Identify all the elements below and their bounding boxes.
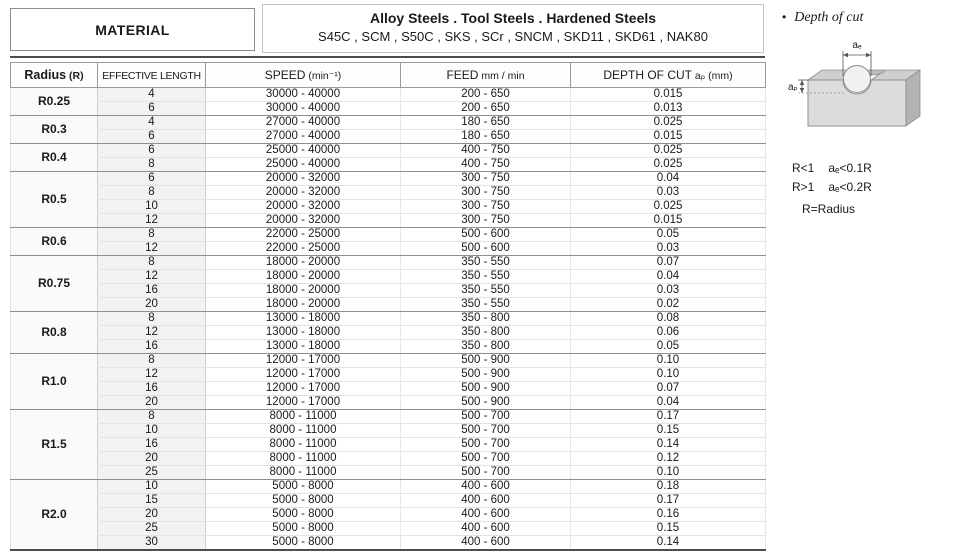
table-row bbox=[11, 508, 766, 522]
length-cell: 16 bbox=[98, 382, 206, 396]
length-cell: 20 bbox=[98, 508, 206, 522]
length-cell: 12 bbox=[98, 368, 206, 382]
depth-cell: 0.025 bbox=[571, 116, 766, 130]
radius-definition-note: R=Radius bbox=[802, 202, 856, 216]
feed-cell: 400 - 600 bbox=[401, 536, 571, 551]
depth-cell: 0.015 bbox=[571, 130, 766, 144]
feed-cell: 500 - 700 bbox=[401, 452, 571, 466]
table-row bbox=[11, 466, 766, 480]
speed-cell: 12000 - 17000 bbox=[206, 368, 401, 382]
depth-cell: 0.03 bbox=[571, 242, 766, 256]
speed-cell: 13000 - 18000 bbox=[206, 340, 401, 354]
table-row bbox=[11, 88, 766, 102]
feed-cell: 500 - 700 bbox=[401, 424, 571, 438]
depth-cell: 0.05 bbox=[571, 340, 766, 354]
ap-arrow-top bbox=[800, 80, 804, 85]
speed-cell: 27000 - 40000 bbox=[206, 130, 401, 144]
feed-cell: 400 - 600 bbox=[401, 522, 571, 536]
feed-cell: 500 - 900 bbox=[401, 354, 571, 368]
length-cell: 20 bbox=[98, 396, 206, 410]
depth-of-cut-panel bbox=[782, 10, 954, 216]
feed-cell: 500 - 600 bbox=[401, 228, 571, 242]
length-cell: 4 bbox=[98, 88, 206, 102]
speed-cell: 20000 - 32000 bbox=[206, 172, 401, 186]
length-cell: 8 bbox=[98, 410, 206, 424]
speed-cell: 5000 - 8000 bbox=[206, 522, 401, 536]
speed-cell: 13000 - 18000 bbox=[206, 312, 401, 326]
note-line-large-radius bbox=[792, 180, 954, 194]
feed-cell: 500 - 900 bbox=[401, 382, 571, 396]
table-row bbox=[11, 256, 766, 270]
column-header: Radius (R) bbox=[11, 63, 98, 88]
feed-cell: 300 - 750 bbox=[401, 186, 571, 200]
radius-group-label: R0.5 bbox=[11, 172, 98, 228]
depth-cell: 0.14 bbox=[571, 536, 766, 551]
length-cell: 16 bbox=[98, 340, 206, 354]
depth-cell: 0.14 bbox=[571, 438, 766, 452]
table-row bbox=[11, 340, 766, 354]
radius-group-label: R0.6 bbox=[11, 228, 98, 256]
speed-cell: 20000 - 32000 bbox=[206, 200, 401, 214]
table-row bbox=[11, 410, 766, 424]
table-row bbox=[11, 242, 766, 256]
depth-cell: 0.015 bbox=[571, 88, 766, 102]
note-expression: aₑ<0.2R bbox=[828, 180, 872, 194]
feed-cell: 500 - 900 bbox=[401, 368, 571, 382]
ae-arrow-right bbox=[866, 53, 871, 57]
length-cell: 8 bbox=[98, 158, 206, 172]
length-cell: 10 bbox=[98, 200, 206, 214]
depth-cell: 0.02 bbox=[571, 298, 766, 312]
depth-cell: 0.03 bbox=[571, 186, 766, 200]
table-row bbox=[11, 186, 766, 200]
feed-cell: 350 - 550 bbox=[401, 256, 571, 270]
feed-cell: 350 - 550 bbox=[401, 270, 571, 284]
ae-label: aₑ bbox=[852, 40, 862, 51]
depth-of-cut-diagram bbox=[788, 38, 954, 151]
feed-cell: 500 - 700 bbox=[401, 438, 571, 452]
depth-cell: 0.03 bbox=[571, 284, 766, 298]
table-row bbox=[11, 452, 766, 466]
table-row bbox=[11, 200, 766, 214]
depth-cell: 0.18 bbox=[571, 480, 766, 494]
table-row bbox=[11, 102, 766, 116]
table-row bbox=[11, 116, 766, 130]
feed-cell: 400 - 750 bbox=[401, 158, 571, 172]
feed-cell: 500 - 700 bbox=[401, 410, 571, 424]
speed-cell: 25000 - 40000 bbox=[206, 158, 401, 172]
depth-cell: 0.04 bbox=[571, 172, 766, 186]
column-header: DEPTH OF CUT aₚ (mm) bbox=[571, 63, 766, 88]
feed-cell: 180 - 650 bbox=[401, 116, 571, 130]
feed-cell: 500 - 600 bbox=[401, 242, 571, 256]
ball-cutter-icon bbox=[844, 66, 871, 93]
table-row bbox=[11, 158, 766, 172]
length-cell: 25 bbox=[98, 522, 206, 536]
speed-cell: 5000 - 8000 bbox=[206, 508, 401, 522]
depth-cell: 0.025 bbox=[571, 144, 766, 158]
workpiece-groove-diagram bbox=[788, 38, 938, 146]
speed-cell: 30000 - 40000 bbox=[206, 102, 401, 116]
table-row bbox=[11, 284, 766, 298]
speed-cell: 8000 - 11000 bbox=[206, 452, 401, 466]
length-cell: 8 bbox=[98, 228, 206, 242]
feed-cell: 350 - 800 bbox=[401, 340, 571, 354]
length-cell: 10 bbox=[98, 424, 206, 438]
table-row bbox=[11, 368, 766, 382]
table-row bbox=[11, 326, 766, 340]
radius-group-label: R0.8 bbox=[11, 312, 98, 354]
note-condition: R>1 bbox=[792, 180, 815, 194]
feed-cell: 400 - 600 bbox=[401, 494, 571, 508]
length-cell: 4 bbox=[98, 116, 206, 130]
table-row bbox=[11, 228, 766, 242]
depth-cell: 0.05 bbox=[571, 228, 766, 242]
feed-cell: 350 - 550 bbox=[401, 298, 571, 312]
depth-cell: 0.013 bbox=[571, 102, 766, 116]
feed-cell: 200 - 650 bbox=[401, 88, 571, 102]
speed-cell: 30000 - 40000 bbox=[206, 88, 401, 102]
feed-cell: 400 - 600 bbox=[401, 480, 571, 494]
length-cell: 6 bbox=[98, 130, 206, 144]
table-row bbox=[11, 214, 766, 228]
depth-cell: 0.10 bbox=[571, 368, 766, 382]
feed-cell: 300 - 750 bbox=[401, 172, 571, 186]
feed-cell: 180 - 650 bbox=[401, 130, 571, 144]
material-spec-box bbox=[262, 4, 764, 53]
depth-of-cut-notes bbox=[792, 161, 954, 216]
speed-cell: 25000 - 40000 bbox=[206, 144, 401, 158]
speed-cell: 18000 - 20000 bbox=[206, 298, 401, 312]
length-cell: 8 bbox=[98, 354, 206, 368]
depth-cell: 0.15 bbox=[571, 522, 766, 536]
feed-cell: 200 - 650 bbox=[401, 102, 571, 116]
length-cell: 30 bbox=[98, 536, 206, 551]
length-cell: 12 bbox=[98, 214, 206, 228]
table-row bbox=[11, 424, 766, 438]
speed-cell: 18000 - 20000 bbox=[206, 284, 401, 298]
side-face bbox=[906, 70, 920, 126]
header bbox=[10, 4, 764, 53]
depth-cell: 0.07 bbox=[571, 256, 766, 270]
length-cell: 12 bbox=[98, 270, 206, 284]
table-row bbox=[11, 130, 766, 144]
feed-cell: 350 - 800 bbox=[401, 326, 571, 340]
material-spec-title: Alloy Steels . Tool Steels . Hardened Steels bbox=[369, 10, 657, 26]
depth-cell: 0.04 bbox=[571, 396, 766, 410]
length-cell: 8 bbox=[98, 312, 206, 326]
speed-cell: 20000 - 32000 bbox=[206, 186, 401, 200]
length-cell: 12 bbox=[98, 326, 206, 340]
ap-label: aₚ bbox=[788, 82, 798, 93]
depth-cell: 0.10 bbox=[571, 354, 766, 368]
feed-cell: 350 - 800 bbox=[401, 312, 571, 326]
table-row bbox=[11, 494, 766, 508]
spec-table-head-row bbox=[11, 63, 766, 88]
depth-cell: 0.08 bbox=[571, 312, 766, 326]
length-cell: 16 bbox=[98, 284, 206, 298]
ap-arrow-bottom bbox=[800, 88, 804, 93]
speed-cell: 20000 - 32000 bbox=[206, 214, 401, 228]
table-row bbox=[11, 438, 766, 452]
table-row bbox=[11, 172, 766, 186]
length-cell: 20 bbox=[98, 452, 206, 466]
speed-cell: 18000 - 20000 bbox=[206, 270, 401, 284]
table-row bbox=[11, 382, 766, 396]
material-box bbox=[10, 8, 255, 51]
speed-cell: 22000 - 25000 bbox=[206, 242, 401, 256]
depth-cell: 0.06 bbox=[571, 326, 766, 340]
table-row bbox=[11, 144, 766, 158]
table-row bbox=[11, 312, 766, 326]
note-line-small-radius bbox=[792, 161, 954, 175]
depth-cell: 0.16 bbox=[571, 508, 766, 522]
depth-cell: 0.015 bbox=[571, 214, 766, 228]
note-condition: R<1 bbox=[792, 161, 815, 175]
table-row bbox=[11, 354, 766, 368]
feed-cell: 500 - 900 bbox=[401, 396, 571, 410]
depth-cell: 0.025 bbox=[571, 200, 766, 214]
speed-cell: 8000 - 11000 bbox=[206, 438, 401, 452]
speed-cell: 8000 - 11000 bbox=[206, 424, 401, 438]
radius-group-label: R0.4 bbox=[11, 144, 98, 172]
feed-cell: 300 - 750 bbox=[401, 200, 571, 214]
speed-cell: 22000 - 25000 bbox=[206, 228, 401, 242]
depth-of-cut-title-text: Depth of cut bbox=[794, 10, 864, 25]
speed-cell: 5000 - 8000 bbox=[206, 494, 401, 508]
length-cell: 16 bbox=[98, 438, 206, 452]
table-row bbox=[11, 298, 766, 312]
speed-cell: 27000 - 40000 bbox=[206, 116, 401, 130]
table-row bbox=[11, 270, 766, 284]
radius-group-label: R1.0 bbox=[11, 354, 98, 410]
length-cell: 25 bbox=[98, 466, 206, 480]
speed-cell: 12000 - 17000 bbox=[206, 354, 401, 368]
feed-cell: 350 - 550 bbox=[401, 284, 571, 298]
length-cell: 12 bbox=[98, 242, 206, 256]
column-header: SPEED (min⁻¹) bbox=[206, 63, 401, 88]
header-divider bbox=[10, 56, 765, 58]
length-cell: 6 bbox=[98, 172, 206, 186]
length-cell: 20 bbox=[98, 298, 206, 312]
column-header: EFFECTIVE LENGTH bbox=[98, 63, 206, 88]
speed-cell: 8000 - 11000 bbox=[206, 410, 401, 424]
speed-cell: 12000 - 17000 bbox=[206, 382, 401, 396]
speed-cell: 12000 - 17000 bbox=[206, 396, 401, 410]
material-label: MATERIAL bbox=[95, 21, 170, 38]
radius-group-label: R0.3 bbox=[11, 116, 98, 144]
speed-cell: 18000 - 20000 bbox=[206, 256, 401, 270]
depth-cell: 0.10 bbox=[571, 466, 766, 480]
feed-cell: 300 - 750 bbox=[401, 214, 571, 228]
length-cell: 8 bbox=[98, 256, 206, 270]
feed-cell: 500 - 700 bbox=[401, 466, 571, 480]
speed-cell: 5000 - 8000 bbox=[206, 536, 401, 551]
ae-arrow-left bbox=[843, 53, 848, 57]
speed-cell: 5000 - 8000 bbox=[206, 480, 401, 494]
depth-cell: 0.04 bbox=[571, 270, 766, 284]
table-row bbox=[11, 396, 766, 410]
cutting-conditions-table bbox=[10, 62, 766, 551]
table-row bbox=[11, 480, 766, 494]
depth-cell: 0.025 bbox=[571, 158, 766, 172]
table-row bbox=[11, 522, 766, 536]
speed-cell: 8000 - 11000 bbox=[206, 466, 401, 480]
radius-group-label: R2.0 bbox=[11, 480, 98, 551]
table-row bbox=[11, 536, 766, 551]
length-cell: 15 bbox=[98, 494, 206, 508]
spec-table-body bbox=[11, 88, 766, 551]
depth-of-cut-title bbox=[782, 10, 954, 26]
length-cell: 6 bbox=[98, 144, 206, 158]
length-cell: 6 bbox=[98, 102, 206, 116]
bullet-icon: • bbox=[782, 10, 787, 24]
speed-cell: 13000 - 18000 bbox=[206, 326, 401, 340]
radius-group-label: R1.5 bbox=[11, 410, 98, 480]
depth-cell: 0.17 bbox=[571, 410, 766, 424]
radius-group-label: R0.25 bbox=[11, 88, 98, 116]
feed-cell: 400 - 600 bbox=[401, 508, 571, 522]
depth-cell: 0.12 bbox=[571, 452, 766, 466]
feed-cell: 400 - 750 bbox=[401, 144, 571, 158]
length-cell: 10 bbox=[98, 480, 206, 494]
note-expression: aₑ<0.1R bbox=[828, 161, 872, 175]
column-header: FEED mm / min bbox=[401, 63, 571, 88]
depth-cell: 0.17 bbox=[571, 494, 766, 508]
depth-cell: 0.15 bbox=[571, 424, 766, 438]
material-spec-subtitle: S45C , SCM , S50C , SKS , SCr , SNCM , SKD11 , SKD61 , NAK80 bbox=[318, 29, 708, 44]
length-cell: 8 bbox=[98, 186, 206, 200]
radius-group-label: R0.75 bbox=[11, 256, 98, 312]
depth-cell: 0.07 bbox=[571, 382, 766, 396]
